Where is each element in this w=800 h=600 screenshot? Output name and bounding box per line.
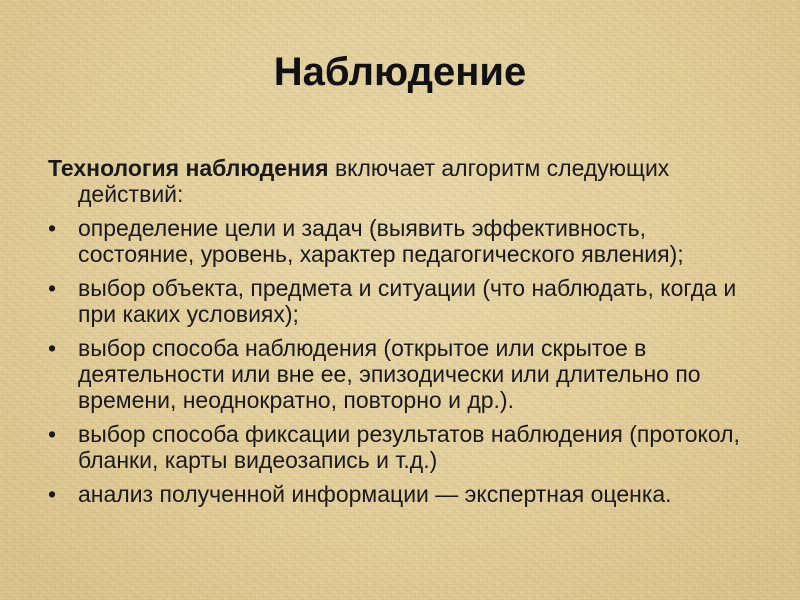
intro-paragraph	[48, 155, 760, 207]
slide-title: Наблюдение	[273, 50, 527, 94]
bullet-icon: •	[48, 335, 57, 361]
intro-text: включает алгоритм следующих действий:	[78, 155, 670, 207]
list-item	[48, 335, 760, 413]
bullet-list	[48, 215, 760, 507]
bullet-icon: •	[48, 215, 57, 241]
list-item	[48, 215, 760, 267]
bullet-icon: •	[48, 275, 57, 301]
list-item	[48, 421, 760, 473]
list-item-text: анализ полученной информации — экспертная оценка.	[78, 481, 672, 507]
bullet-icon: •	[48, 421, 57, 447]
bullet-icon: •	[48, 481, 57, 507]
list-item-text: определение цели и задач (выявить эффективность, состояние, уровень, характер педагогического явления);	[78, 215, 684, 267]
list-item-text: выбор объекта, предмета и ситуации (что наблюдать, когда и при каких условиях);	[78, 275, 737, 327]
list-item-text: выбор способа фиксации результатов наблюдения (протокол, бланки, карты видеозапись и т.д.)	[78, 421, 740, 473]
slide-content	[48, 155, 760, 515]
list-item-text: выбор способа наблюдения (открытое или скрытое в деятельности или вне ее, эпизодически или длительно по времени, неоднократно, повторно и др.).	[78, 335, 701, 413]
intro-bold-term: Технология наблюдения	[48, 155, 329, 181]
list-item	[48, 481, 760, 507]
list-item	[48, 275, 760, 327]
